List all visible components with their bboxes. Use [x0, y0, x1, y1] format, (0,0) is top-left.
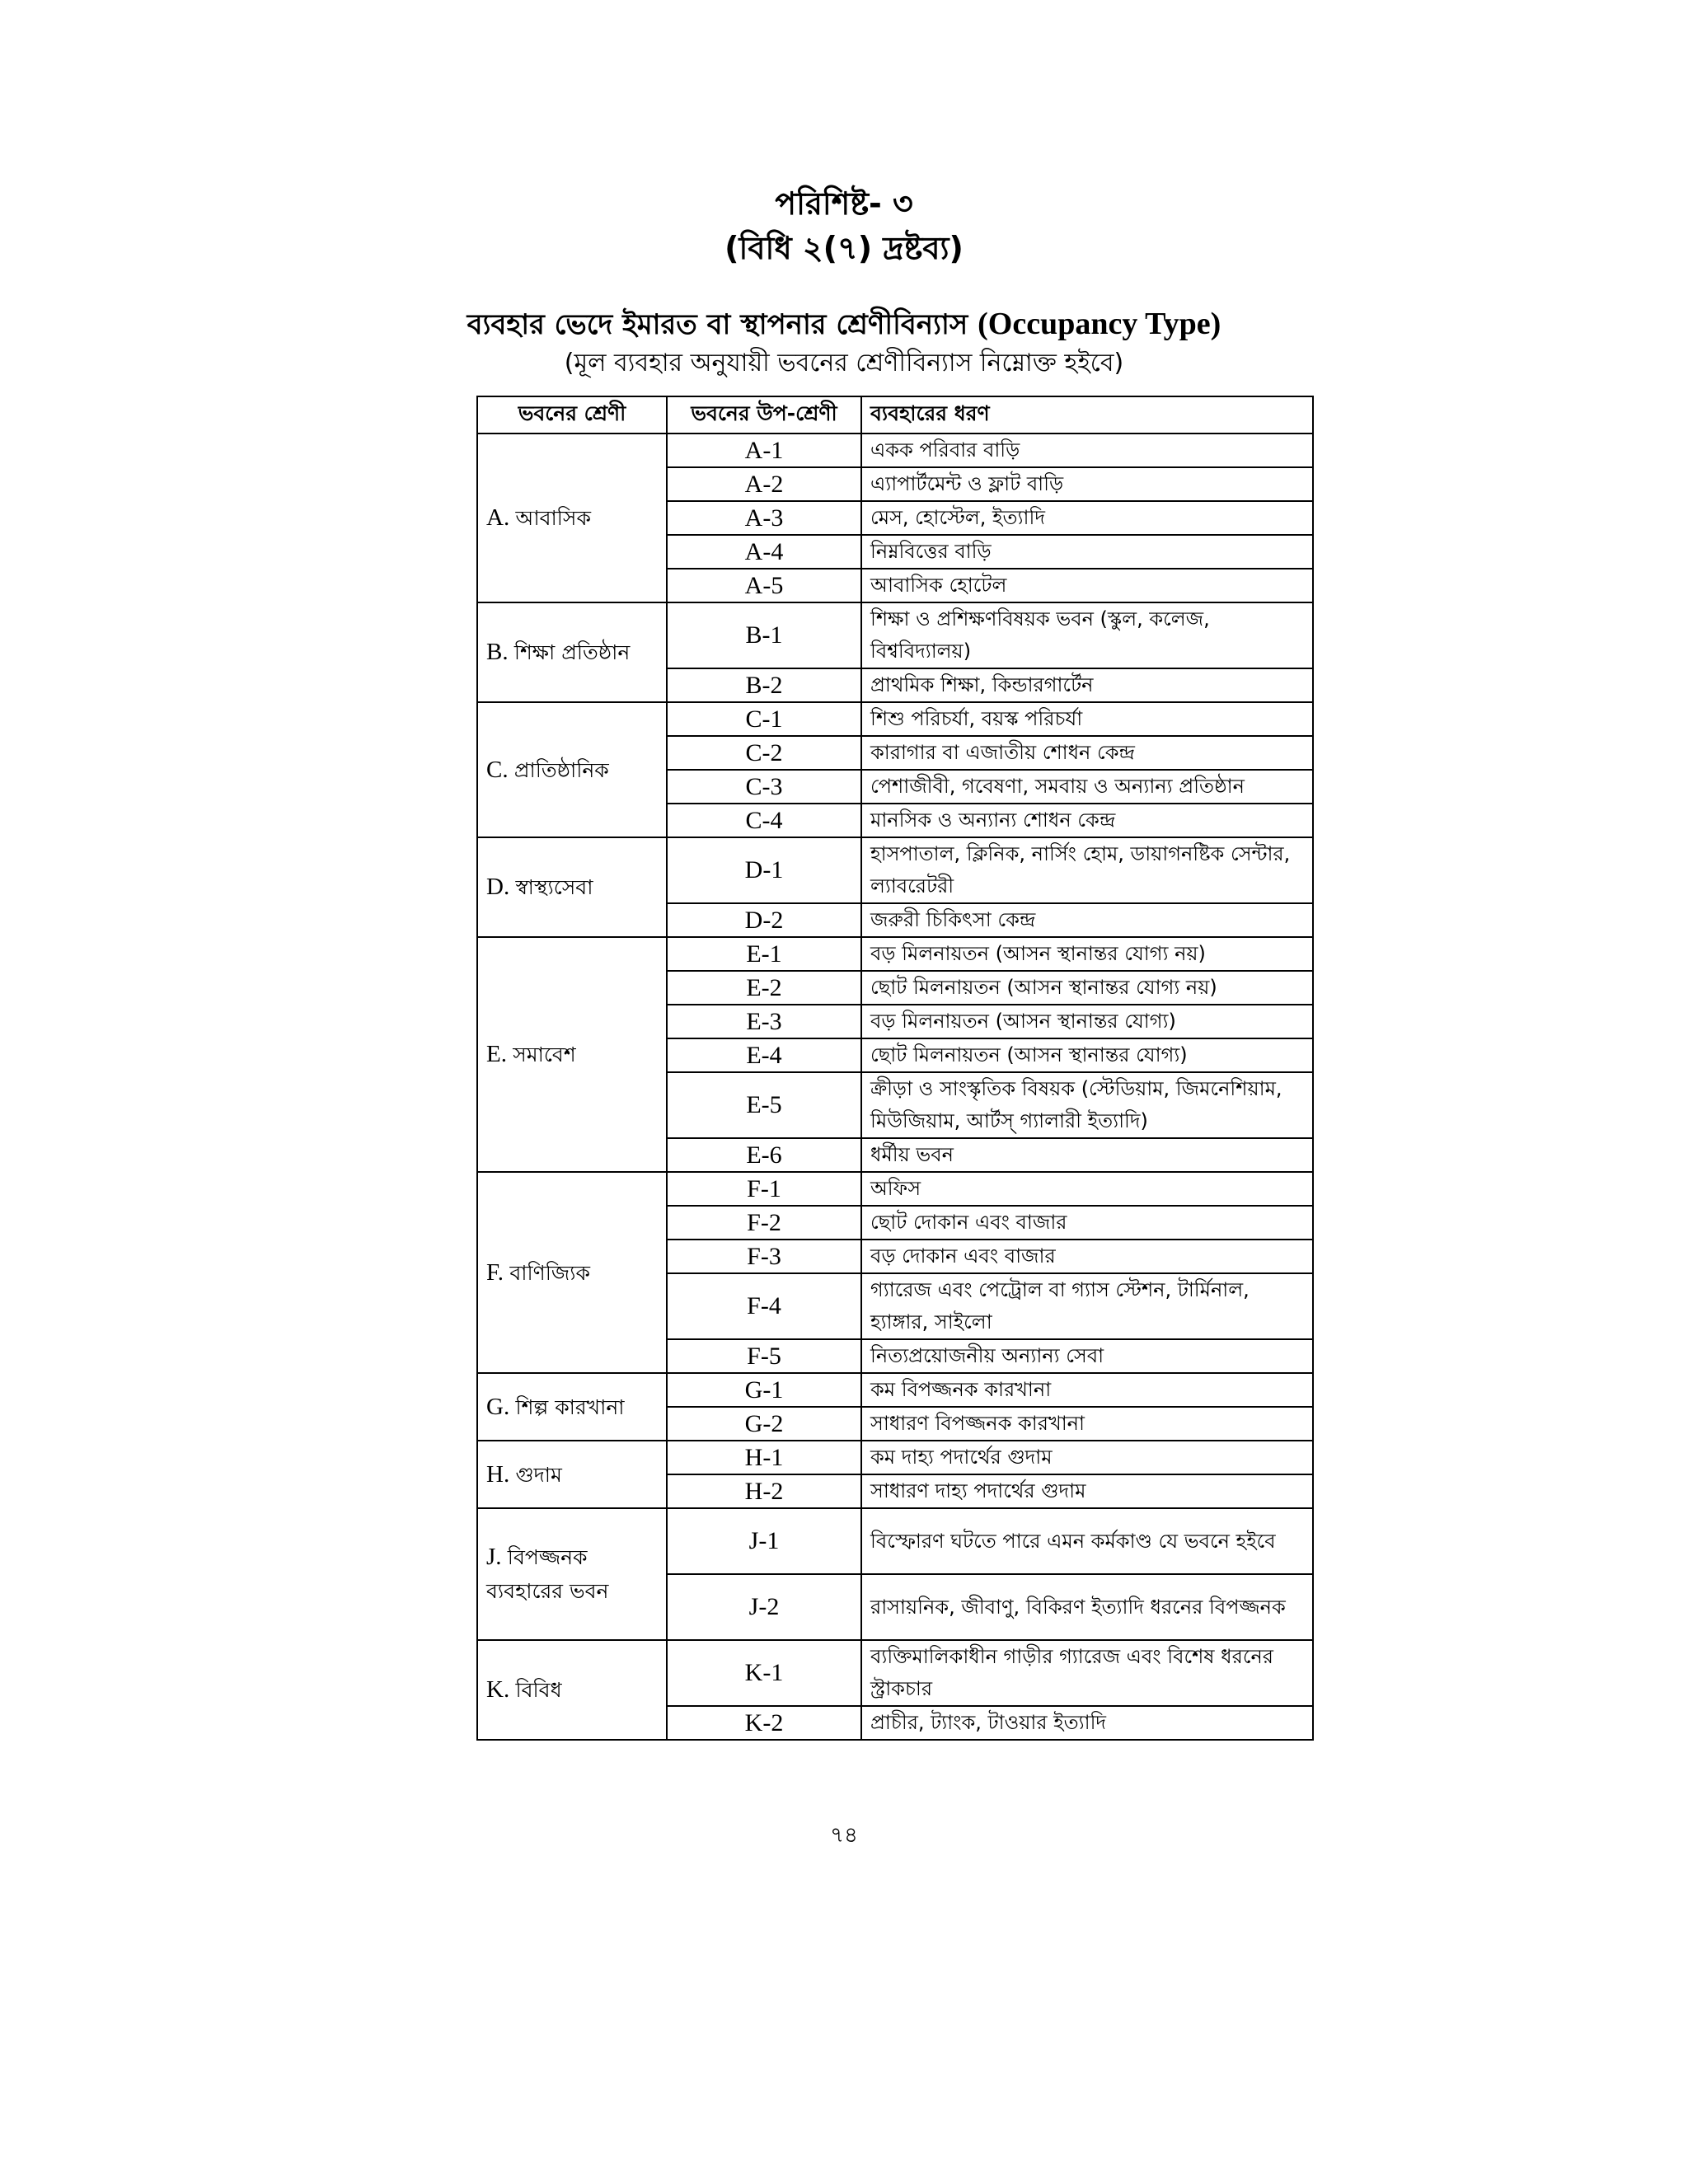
- category-cell: [477, 434, 667, 602]
- category-cell: [477, 1172, 667, 1373]
- usage-type: গ্যারেজ এবং পেট্রোল বা গ্যাস স্টেশন, টার্মিনাল, হ্যাঙ্গার, সাইলো: [861, 1273, 1313, 1339]
- usage-type: মানসিক ও অন্যান্য শোধন কেন্দ্র: [861, 804, 1313, 837]
- usage-type: ক্রীড়া ও সাংস্কৃতিক বিষয়ক (স্টেডিয়াম, জিমনেশিয়াম, মিউজিয়াম, আর্টস্ গ্যালারী ইত্যাদি): [861, 1072, 1313, 1138]
- subcategory-code: C-3: [667, 770, 861, 804]
- category-name: আবাসিক: [515, 506, 591, 530]
- subcategory-code: A-5: [667, 569, 861, 602]
- category-letter: K.: [486, 1676, 510, 1703]
- usage-type: এ্যাপার্টমেন্ট ও ফ্লাট বাড়ি: [861, 467, 1313, 501]
- usage-type: শিশু পরিচর্যা, বয়স্ক পরিচর্যা: [861, 702, 1313, 736]
- table-row: [477, 434, 1313, 467]
- usage-type: নিত্যপ্রয়োজনীয় অন্যান্য সেবা: [861, 1339, 1313, 1373]
- subcategory-code: C-4: [667, 804, 861, 837]
- subcategory-code: C-2: [667, 736, 861, 770]
- subcategory-code: D-1: [667, 837, 861, 903]
- table-row: [477, 1640, 1313, 1706]
- subcategory-code: E-1: [667, 937, 861, 971]
- category-name: বিপজ্জনক ব্যবহারের ভবন: [486, 1545, 609, 1603]
- subcategory-code: E-2: [667, 971, 861, 1005]
- section-heading: [0, 305, 1688, 344]
- table-row: [477, 1172, 1313, 1206]
- usage-type: বড় দোকান এবং বাজার: [861, 1240, 1313, 1273]
- category-cell: [477, 1373, 667, 1441]
- category-name: স্বাস্থ্যসেবা: [515, 875, 593, 899]
- subcategory-code: E-5: [667, 1072, 861, 1138]
- usage-type: বড় মিলনায়তন (আসন স্থানান্তর যোগ্য নয়): [861, 937, 1313, 971]
- usage-type: পেশাজীবী, গবেষণা, সমবায় ও অন্যান্য প্রতিষ্ঠান: [861, 770, 1313, 804]
- table-row: [477, 1441, 1313, 1474]
- usage-type: একক পরিবার বাড়ি: [861, 434, 1313, 467]
- category-name: প্রাতিষ্ঠানিক: [513, 757, 609, 782]
- table-row: [477, 602, 1313, 668]
- usage-type: আবাসিক হোটেল: [861, 569, 1313, 602]
- usage-type: জরুরী চিকিৎসা কেন্দ্র: [861, 903, 1313, 937]
- table-row: [477, 837, 1313, 903]
- usage-type: ছোট দোকান এবং বাজার: [861, 1206, 1313, 1240]
- category-cell: [477, 937, 667, 1172]
- category-name: গুদাম: [515, 1462, 562, 1487]
- page-title: পরিশিষ্ট- ৩: [775, 185, 913, 222]
- usage-type: ধর্মীয় ভবন: [861, 1138, 1313, 1172]
- usage-type: মেস, হোস্টেল, ইত্যাদি: [861, 501, 1313, 535]
- subcategory-code: F-4: [667, 1273, 861, 1339]
- subcategory-code: K-2: [667, 1706, 861, 1740]
- subcategory-code: H-2: [667, 1474, 861, 1508]
- category-cell: [477, 837, 667, 937]
- category-letter: D.: [486, 874, 510, 900]
- category-name: শিক্ষা প্রতিষ্ঠান: [513, 640, 631, 664]
- usage-type: নিম্নবিত্তের বাড়ি: [861, 535, 1313, 569]
- table-header: [477, 396, 1313, 434]
- usage-type: ছোট মিলনায়তন (আসন স্থানান্তর যোগ্য নয়): [861, 971, 1313, 1005]
- category-cell: [477, 1441, 667, 1508]
- subcategory-code: E-6: [667, 1138, 861, 1172]
- subcategory-code: F-1: [667, 1172, 861, 1206]
- usage-type: অফিস: [861, 1172, 1313, 1206]
- table-body: [477, 434, 1313, 1740]
- usage-type: কম বিপজ্জনক কারখানা: [861, 1373, 1313, 1407]
- category-cell: [477, 1508, 667, 1640]
- category-name: বিবিধ: [515, 1678, 562, 1702]
- usage-type: প্রাথমিক শিক্ষা, কিন্ডারগার্টেন: [861, 668, 1313, 702]
- table-row: [477, 1508, 1313, 1574]
- header-category: ভবনের শ্রেণী: [477, 396, 667, 434]
- subcategory-code: D-2: [667, 903, 861, 937]
- usage-type: শিক্ষা ও প্রশিক্ষণবিষয়ক ভবন (স্কুল, কলেজ, বিশ্ববিদ্যালয়): [861, 602, 1313, 668]
- subcategory-code: G-2: [667, 1407, 861, 1441]
- subcategory-code: C-1: [667, 702, 861, 736]
- usage-type: রাসায়নিক, জীবাণু, বিকিরণ ইত্যাদি ধরনের বিপজ্জনক: [861, 1574, 1313, 1640]
- subcategory-code: F-5: [667, 1339, 861, 1373]
- subcategory-code: F-3: [667, 1240, 861, 1273]
- usage-type: বিস্ফোরণ ঘটতে পারে এমন কর্মকাণ্ড যে ভবনে হইবে: [861, 1508, 1313, 1574]
- usage-type: কম দাহ্য পদার্থের গুদাম: [861, 1441, 1313, 1474]
- subcategory-code: J-2: [667, 1574, 861, 1640]
- subcategory-code: A-2: [667, 467, 861, 501]
- usage-type: সাধারণ বিপজ্জনক কারখানা: [861, 1407, 1313, 1441]
- section-heading-bengali: ব্যবহার ভেদে ইমারত বা স্থাপনার শ্রেণীবিন্যাস: [467, 308, 968, 341]
- category-name: বাণিজ্যিক: [509, 1260, 591, 1285]
- header-subcategory: ভবনের উপ-শ্রেণী: [667, 396, 861, 434]
- subcategory-code: J-1: [667, 1508, 861, 1574]
- usage-type: হাসপাতাল, ক্লিনিক, নার্সিং হোম, ডায়াগনষ্টিক সেন্টার, ল্যাবরেটরী: [861, 837, 1313, 903]
- category-name: শিল্প কারখানা: [515, 1394, 625, 1419]
- occupancy-table: [476, 396, 1314, 1741]
- category-cell: [477, 1640, 667, 1740]
- header-usage-type: ব্যবহারের ধরণ: [861, 396, 1313, 434]
- usage-type: ব্যক্তিমালিকাধীন গাড়ীর গ্যারেজ এবং বিশেষ ধরনের স্ট্রাকচার: [861, 1640, 1313, 1706]
- subcategory-code: K-1: [667, 1640, 861, 1706]
- subcategory-code: A-3: [667, 501, 861, 535]
- table-header-row: [477, 396, 1313, 434]
- category-letter: A.: [486, 504, 510, 531]
- subcategory-code: G-1: [667, 1373, 861, 1407]
- subcategory-code: F-2: [667, 1206, 861, 1240]
- page-number: ৭৪: [830, 1823, 858, 1848]
- section-note: (মূল ব্যবহার অনুযায়ী ভবনের শ্রেণীবিন্যাস নিম্নোক্ত হইবে): [564, 349, 1124, 377]
- usage-type: বড় মিলনায়তন (আসন স্থানান্তর যোগ্য): [861, 1005, 1313, 1038]
- category-letter: H.: [486, 1460, 510, 1488]
- category-letter: C.: [486, 756, 509, 783]
- category-letter: F.: [486, 1258, 504, 1286]
- category-cell: [477, 602, 667, 702]
- usage-type: প্রাচীর, ট্যাংক, টাওয়ার ইত্যাদি: [861, 1706, 1313, 1740]
- subcategory-code: E-4: [667, 1038, 861, 1072]
- subcategory-code: A-4: [667, 535, 861, 569]
- subcategory-code: E-3: [667, 1005, 861, 1038]
- table-row: [477, 1373, 1313, 1407]
- category-name: সমাবেশ: [513, 1043, 576, 1066]
- usage-type: সাধারণ দাহ্য পদার্থের গুদাম: [861, 1474, 1313, 1508]
- usage-type: ছোট মিলনায়তন (আসন স্থানান্তর যোগ্য): [861, 1038, 1313, 1072]
- subcategory-code: A-1: [667, 434, 861, 467]
- subcategory-code: H-1: [667, 1441, 861, 1474]
- category-letter: G.: [486, 1393, 510, 1420]
- category-letter: E.: [486, 1041, 507, 1067]
- category-cell: [477, 702, 667, 837]
- table-row: [477, 937, 1313, 971]
- subcategory-code: B-1: [667, 602, 861, 668]
- usage-type: কারাগার বা এজাতীয় শোধন কেন্দ্র: [861, 736, 1313, 770]
- section-heading-english: (Occupancy Type): [978, 307, 1221, 341]
- page-subtitle: (বিধি ২(৭) দ্রষ্টব্য): [724, 230, 964, 266]
- subcategory-code: B-2: [667, 668, 861, 702]
- category-letter: J.: [486, 1544, 502, 1570]
- category-letter: B.: [486, 639, 509, 665]
- table-row: [477, 702, 1313, 736]
